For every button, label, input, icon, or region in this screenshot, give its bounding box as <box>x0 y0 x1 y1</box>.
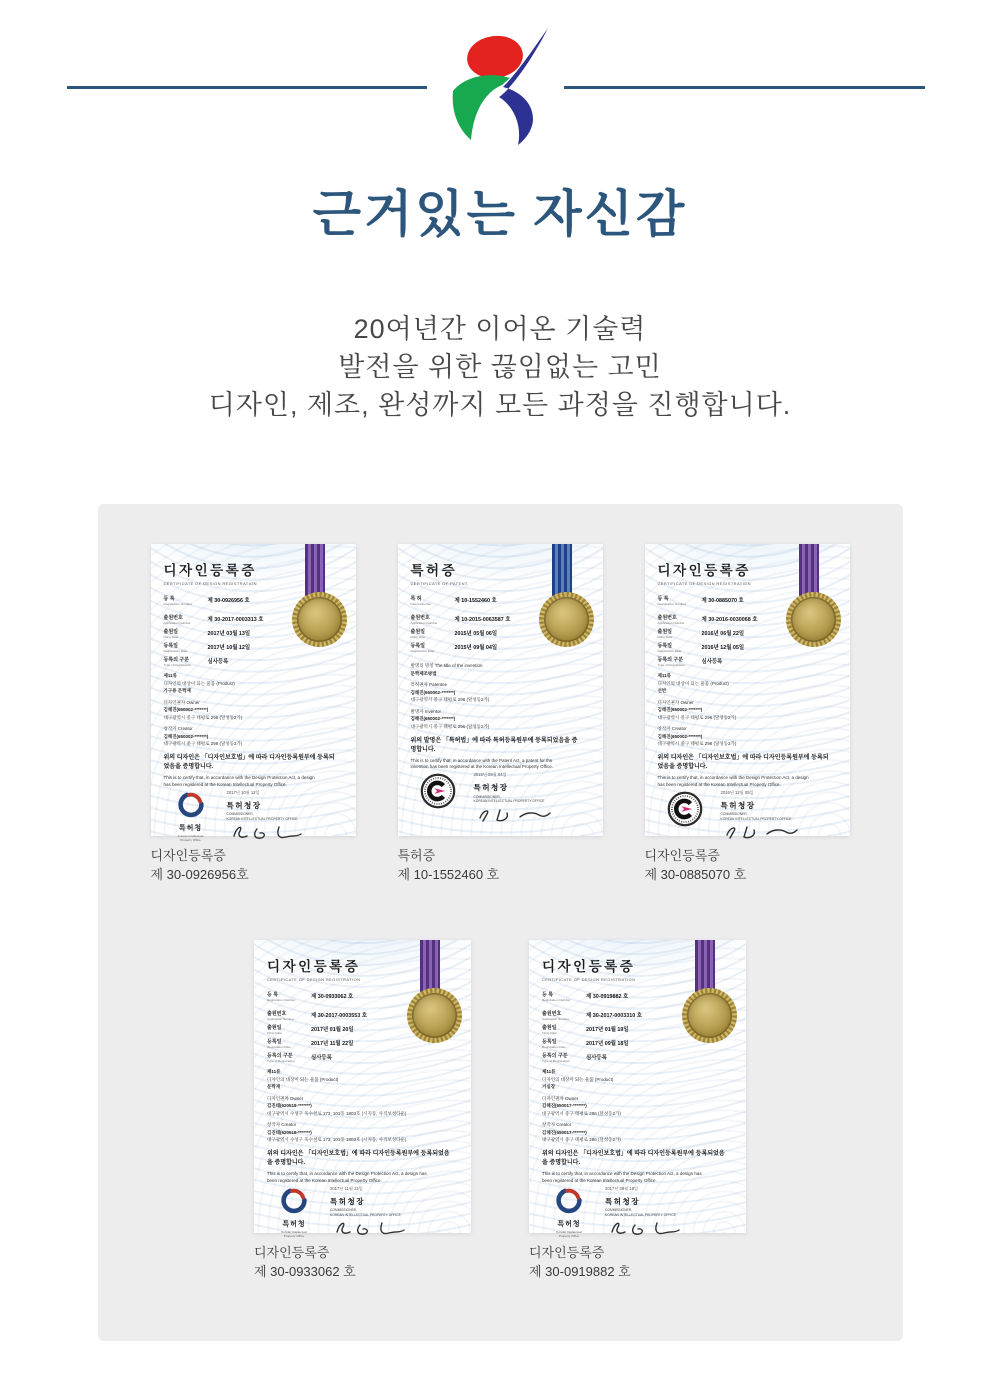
field-value: 심사등록 <box>207 658 229 665</box>
field-label: 출원번호 <box>542 1011 562 1017</box>
signature-image <box>227 822 307 842</box>
field-value: 2017년 03월 13일 <box>207 630 251 637</box>
office-name: 특허청 <box>178 824 203 832</box>
field-label-en: Type of Registration <box>267 1059 295 1063</box>
certificate-caption <box>398 846 603 884</box>
certificate-details: 제11류 디자인의 대상이 되는 물품 (Product) 거실장 디자인권자 Owner 김해진(650017-*******) 대구광역시 중구 태평로 296 (달성동2가) 창작자 Creator 김해진(650017-*******) 대구광역시 중구 태평로 296 (달성동2가) <box>542 1069 621 1142</box>
certificate-caption <box>151 846 356 884</box>
field-label-en: Registration Date <box>267 1045 291 1049</box>
certificate-title-en: CERTIFICATE OF PATENT <box>410 581 468 586</box>
field-label-en: Registration Date <box>657 649 682 653</box>
certificate-fields <box>164 595 296 667</box>
certificate-details: 제11류 디자인의 대상이 되는 물품 (Product) 문짝재 디자인권자 Owner 김진태(620518-*******) 대구광역시 수성구 욱수천로 173, 101동 1803호 (시지동, 사직보성타운) 창작자 Creator 김진태(620518-*******) 대구광역시 수성구 욱수천로 173, 101동 1803호 (시지동, 사직보성타운) <box>267 1069 407 1142</box>
field-label: 출원일 <box>267 1025 282 1031</box>
field-label: 출원번호 <box>657 615 677 621</box>
certificate-title: 디자인등록증 <box>267 959 361 974</box>
signature-image <box>474 805 554 825</box>
issuer-title: 특허청장 <box>226 800 262 810</box>
field-value: 심사등록 <box>701 658 723 665</box>
field-label: 출원번호 <box>163 615 183 621</box>
certificate-image-patent-1552460 <box>398 544 603 836</box>
issue-date: 2015년 09월 04일 <box>473 772 507 778</box>
field-label-en: Registration Date <box>163 649 188 653</box>
certificate-statement: 위의 디자인은 「디자인보호법」에 따라 디자인등록원부에 등록되었음을 증명합니다. This is to certify that, in accordance with the Design Protection Act, a design has been registered at the Korean Intellectual Property Office. <box>163 755 335 787</box>
kipo-office-block <box>658 789 712 832</box>
certificate-footer <box>164 789 343 848</box>
field-value: 2017년 11월 22일 <box>311 1040 354 1047</box>
gold-medal-icon <box>682 988 737 1043</box>
field-label: 등록의 구분 <box>267 1053 293 1059</box>
field-value: 제 30-0919882 호 <box>586 993 629 1000</box>
field-label: 등록일 <box>163 643 178 649</box>
certificate-title: 디자인등록증 <box>542 959 636 974</box>
field-label-en: Type of Registration <box>657 663 686 667</box>
field-label-en: Filing Date <box>657 635 673 639</box>
kipo-round-seal-icon <box>667 791 703 827</box>
kipo-office-block: 특허청 Korean Intellectual Property Office <box>542 1185 596 1238</box>
issuer-title: 특허청장 <box>720 800 756 810</box>
certificate-title: 특허증 <box>410 563 458 578</box>
gold-medal-icon <box>407 988 462 1043</box>
gold-medal-icon <box>292 592 347 647</box>
field-value: 2016년 06월 22일 <box>701 630 745 637</box>
caption-title: 디자인등록증 <box>150 848 226 863</box>
field-value: 제 30-0933062 호 <box>311 993 354 1000</box>
caption-title: 디자인등록증 <box>644 848 720 863</box>
kipo-taegeuk-icon <box>556 1187 582 1213</box>
issuer-title: 특허청장 <box>473 783 509 793</box>
field-value: 심사등록 <box>586 1054 607 1061</box>
field-value: 2017년 09월 18일 <box>586 1040 629 1047</box>
caption-number: 제 30-0885070 호 <box>644 867 747 882</box>
field-value: 제 30-2017-0003310 호 <box>586 1012 642 1019</box>
issue-date: 2017년 11월 22일 <box>330 1185 363 1191</box>
kipo-taegeuk-icon <box>281 1187 307 1213</box>
field-label-en: Application Number <box>542 1017 569 1021</box>
certificate-item-2 <box>398 544 603 884</box>
field-value: 제 30-2016-0030068 호 <box>701 616 758 623</box>
field-label: 등록의 구분 <box>657 657 684 663</box>
caption-title: 특허증 <box>397 848 436 863</box>
field-label-en: Registration Number <box>542 998 571 1002</box>
field-label: 출원번호 <box>410 615 430 621</box>
certificate-footer <box>411 771 590 830</box>
issue-date: 2016년 12월 05일 <box>720 789 754 795</box>
certificate-details: 제11류 디자인의 대상이 되는 물품 (Product) 가구용 문짝재 디자인권자 Owner 김해진(650002-*******) 대구광역시 중구 태평로 296 (달성동2가) 창작자 Creator 김해진(650002-*******) 대구광역시 중구 태평로 296 (달성동2가) <box>163 673 243 746</box>
certificate-item-1 <box>151 544 356 884</box>
field-label: 출원일 <box>410 629 425 635</box>
certificate-image-design-0933062 <box>254 940 471 1238</box>
field-value: 2015년 05월 06일 <box>454 630 498 637</box>
header-divider-right <box>564 86 925 89</box>
caption-number: 제 10-1552460 호 <box>397 867 500 882</box>
certificate-fields <box>542 991 683 1063</box>
field-value: 2017년 01월 19일 <box>586 1026 629 1033</box>
kipo-taegeuk-icon <box>178 791 204 817</box>
field-label-en: Filing Date <box>163 635 179 639</box>
certificate-item-4 <box>254 940 471 1281</box>
field-label-en: Registration Number <box>657 602 686 606</box>
kipo-office-block <box>411 771 465 814</box>
certificate-details: 발명의 명칭 The title of the invention 문짝제조방법 특허권자 Patentee 김해진(650002-*******) 대구광역시 중구 태평로 296 (달성동2가) 발명자 Inventor 김해진(650002-*******) 대구광역시 중구 태평로 296 (달성동2가) <box>410 663 490 729</box>
intro-line-3: 디자인, 제조, 완성까지 모든 과정을 진행합니다. <box>208 390 792 420</box>
field-value: 제 10-1552460 호 <box>454 597 497 604</box>
intro-line-1: 20여년간 이어온 기술력 <box>353 314 647 344</box>
field-label-en: Application Number <box>657 621 685 625</box>
intro-text <box>0 310 1000 424</box>
issue-block: 2016년 12월 05일 특허청장 COMMISSIONER, KOREAN INTELLECTUAL PROPERTY OFFICE <box>721 789 837 848</box>
issuer-title: 특허청장 <box>605 1196 640 1206</box>
certificate-title-en: CERTIFICATE OF DESIGN REGISTRATION <box>267 977 361 982</box>
field-value: 2017년 01월 20일 <box>311 1026 354 1033</box>
field-value: 제 30-2017-0003313 호 <box>207 616 264 623</box>
certificate-title: 디자인등록증 <box>163 563 257 578</box>
field-label: 등록일 <box>410 643 425 649</box>
issue-block: 2017년 11월 22일 특허청장 COMMISSIONER, KOREAN INTELLECTUAL PROPERTY OFFICE <box>330 1185 458 1244</box>
certificate-image-design-0885070 <box>645 544 850 836</box>
caption-title: 디자인등록증 <box>254 1245 330 1260</box>
certificate-statement: 위의 발명은 「특허법」에 따라 특허등록원부에 등록되었음을 증명합니다. This is to certify that, in accordance with the Patent Act, a patent for the invention has been registered at the Korean Intellectual Property Office. <box>410 737 578 770</box>
field-label: 등록일 <box>542 1039 557 1045</box>
certificate-footer <box>658 789 837 848</box>
certificate-caption <box>529 1243 746 1281</box>
kipo-office-block: 특허청 Korean Intellectual Property Office <box>267 1185 321 1238</box>
field-label-en: Registration Number <box>267 998 296 1002</box>
field-label: 등록의 구분 <box>542 1053 568 1059</box>
certificate-footer <box>267 1185 458 1244</box>
signature-image <box>721 822 801 842</box>
field-value: 2017년 10월 12일 <box>207 644 251 651</box>
field-label-en: Registration Date <box>410 649 435 653</box>
issue-block: 2015년 09월 04일 특허청장 COMMISSIONER, KOREAN INTELLECTUAL PROPERTY OFFICE <box>474 771 590 830</box>
field-label: 등록의 구분 <box>163 657 190 663</box>
caption-number: 제 30-0933062 호 <box>254 1264 356 1279</box>
field-label-en: Type of Registration <box>163 663 192 667</box>
certificate-statement: 위의 디자인은 「디자인보호법」에 따라 디자인등록원부에 등록되었음을 증명합니다. This is to certify that, in accordance with the Design Protection Act, a design has been registered at the Korean Intellectual Property Office. <box>542 1151 725 1183</box>
gold-medal-icon <box>786 592 841 647</box>
certificate-image-design-0919882 <box>529 940 746 1238</box>
field-label: 출원일 <box>163 629 178 635</box>
signature-image <box>330 1218 410 1238</box>
field-value: 제 30-0885070 호 <box>701 597 744 604</box>
field-label-en: Application Number <box>410 621 438 625</box>
certificate-caption <box>645 846 850 884</box>
page-title: 근거있는 자신감 <box>312 186 688 242</box>
page-header <box>0 0 1000 150</box>
field-label-en: Type of Registration <box>542 1059 570 1063</box>
office-name: 특허청 <box>282 1220 306 1228</box>
certificate-item-5 <box>529 940 746 1281</box>
field-label-en: Application Number <box>163 621 191 625</box>
field-label: 등록일 <box>657 643 672 649</box>
certificate-footer <box>542 1185 733 1244</box>
certificate-details: 제11류 디자인의 대상이 되는 물품 (Product) 선반 디자인권자 Owner 김해진(650002-*******) 대구광역시 중구 태평로 296 (달성동2가) 창작자 Creator 김해진(650002-*******) 대구광역시 중구 태평로 296 (달성동2가) <box>657 673 737 746</box>
field-label: 출원일 <box>657 629 672 635</box>
certificates-row-2 <box>98 940 903 1281</box>
issue-date: 2017년 10월 12일 <box>226 789 260 795</box>
certificate-fields <box>411 595 543 653</box>
field-label-en: Application Number <box>267 1017 294 1021</box>
office-name: 특허청 <box>557 1220 581 1228</box>
caption-title: 디자인등록증 <box>529 1245 605 1260</box>
issue-block: 2017년 10월 12일 특허청장 COMMISSIONER, KOREAN INTELLECTUAL PROPERTY OFFICE <box>227 789 343 848</box>
certificate-title-en: CERTIFICATE OF DESIGN REGISTRATION <box>163 581 257 586</box>
field-label-en: Filing Date <box>542 1031 557 1035</box>
field-value: 2016년 12월 05일 <box>701 644 745 651</box>
caption-number: 제 30-0926956호 <box>150 867 249 882</box>
certificate-fields <box>658 595 790 667</box>
field-label: 등 록 <box>542 992 554 998</box>
certificate-title: 디자인등록증 <box>657 563 751 578</box>
issuer-title: 특허청장 <box>330 1196 365 1206</box>
field-value: 2015년 09월 04일 <box>454 644 498 651</box>
kipo-round-seal-icon <box>420 773 456 809</box>
company-logo-icon <box>448 26 552 146</box>
field-label-en: Patent Number <box>410 602 432 606</box>
field-value: 제 10-2015-0063587 호 <box>454 616 511 623</box>
field-label: 출원번호 <box>267 1011 287 1017</box>
gold-medal-icon <box>539 592 594 647</box>
intro-line-2: 발전을 위한 끊임없는 고민 <box>338 352 662 382</box>
field-label: 출원일 <box>542 1025 557 1031</box>
field-value: 제 30-0926956 호 <box>207 597 250 604</box>
field-value: 제 30-2017-0003553 호 <box>311 1012 367 1019</box>
field-label: 특 허 <box>410 596 422 602</box>
field-label-en: Registration Date <box>542 1045 566 1049</box>
field-label: 등 록 <box>267 992 279 998</box>
certificate-statement: 위의 디자인은 「디자인보호법」에 따라 디자인등록원부에 등록되었음을 증명합니다. This is to certify that, in accordance with the Design Protection Act, a design has been registered at the Korean Intellectual Property Office. <box>657 755 829 787</box>
certificate-caption <box>254 1243 471 1281</box>
certificate-fields <box>267 991 408 1063</box>
certificates-panel <box>98 504 903 1341</box>
certificate-item-3 <box>645 544 850 884</box>
signature-image <box>605 1218 685 1238</box>
certificate-title-en: CERTIFICATE OF DESIGN REGISTRATION <box>657 581 751 586</box>
field-label: 등록일 <box>267 1039 282 1045</box>
certificate-statement: 위의 디자인은 「디자인보호법」에 따라 디자인등록원부에 등록되었음을 증명합니다. This is to certify that, in accordance with the Design Protection Act, a design has been registered at the Korean Intellectual Property Office. <box>267 1151 450 1183</box>
issue-date: 2017년 09월 18일 <box>605 1185 639 1191</box>
field-value: 심사등록 <box>311 1054 332 1061</box>
field-label: 등 록 <box>657 596 669 602</box>
field-label-en: Registration Number <box>163 602 192 606</box>
field-label-en: Filing Date <box>267 1031 282 1035</box>
field-label-en: Filing Date <box>410 635 426 639</box>
certificate-image-design-0926956 <box>151 544 356 842</box>
kipo-office-block: 특허청 Korean Intellectual Property Office <box>164 789 218 842</box>
field-label: 등 록 <box>163 596 175 602</box>
header-divider-left <box>67 86 427 89</box>
certificates-row-1 <box>98 544 903 884</box>
certificate-title-en: CERTIFICATE OF DESIGN REGISTRATION <box>542 977 636 982</box>
caption-number: 제 30-0919882 호 <box>529 1264 631 1279</box>
issue-block: 2017년 09월 18일 특허청장 COMMISSIONER, KOREAN INTELLECTUAL PROPERTY OFFICE <box>605 1185 733 1244</box>
